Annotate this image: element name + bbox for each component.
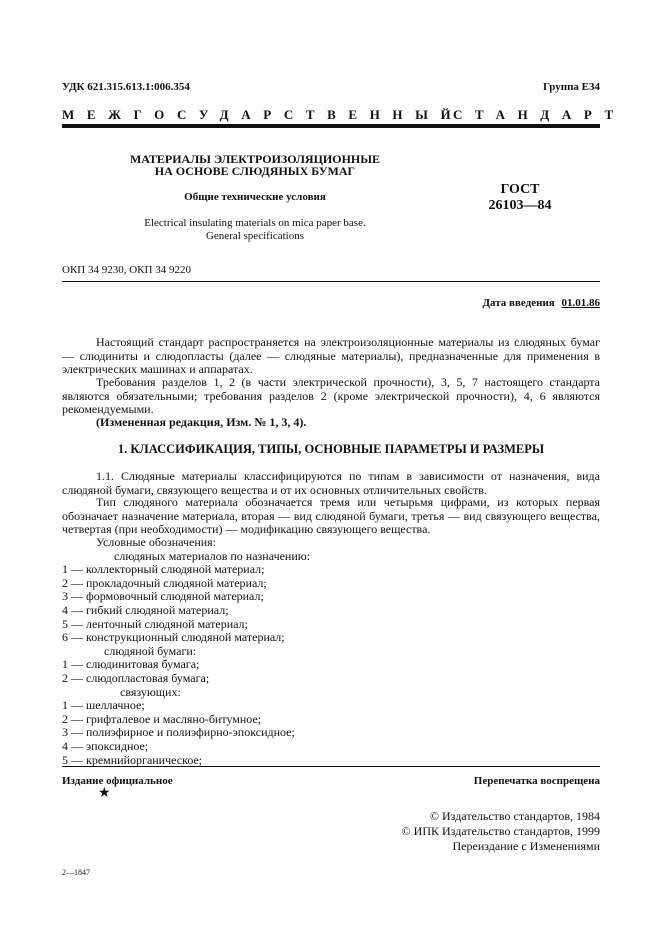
paragraph-1-1: 1.1. Слюдяные материалы классифицируются по типам в зависимости от назначения, вида слюдяной бумаги, связующего вещества и от их основных отличительных свойств. <box>62 469 600 497</box>
star-icon: ★ <box>98 786 111 801</box>
intro-date <box>482 296 600 310</box>
list-item: 1 — коллекторный слюдяной материал; <box>62 562 265 577</box>
english-title-line2: General specifications <box>205 230 305 242</box>
footer-rule <box>62 766 600 767</box>
list-item: 1 — шеллачное; <box>62 698 145 713</box>
paragraph-type-designation: Тип слюдяного материала обозначается тремя или четырьмя цифрами, из которых первая обозначает назначение материала, вторая — вид слюдяной бумаги, третья — вид связующего вещества, четвертая (при необходимости) — модификацию связующего вещества. <box>62 495 600 537</box>
list-item: 2 — слюдопластовая бумага; <box>62 670 210 685</box>
okp-rule <box>62 281 600 282</box>
list-item: 1 — слюдинитовая бумага; <box>62 657 200 672</box>
group-paper-heading: слюдяной бумаги: <box>104 643 197 658</box>
group-purpose-heading: слюдяных материалов по назначению: <box>114 548 311 563</box>
doc-title-line1: МАТЕРИАЛЫ ЭЛЕКТРОИЗОЛЯЦИОННЫЕ <box>129 152 381 166</box>
doc-subtitle: Общие технические условия <box>184 191 326 203</box>
english-title-line1: Electrical insulating materials on mica paper base. <box>144 217 366 229</box>
paragraph-scope: Настоящий стандарт распространяется на электроизоляционные материалы из слюдяных бумаг — слюдиниты и слюдопласты (далее — слюдяные материалы), предназначенные для применения в электрических машинах и аппаратах. <box>62 335 600 377</box>
list-item: 3 — полиэфирное и полиэфирно-эпоксидное; <box>62 725 295 740</box>
list-item: 5 — ленточный слюдяной материал; <box>62 616 248 631</box>
udk-code: УДК 621.315.613.1:006.354 <box>62 81 190 93</box>
banner-rule <box>62 124 600 128</box>
section-1-heading: 1. КЛАССИФИКАЦИЯ, ТИПЫ, ОСНОВНЫЕ ПАРАМЕТРЫ И РАЗМЕРЫ <box>117 442 545 456</box>
paragraph-requirements: Требования разделов 1, 2 (в части электрической прочности), 3, 5, 7 настоящего стандарта являются обязательными; требования разделов 2 (кроме электрической прочности), 4, 6 являются рекомендуемыми. <box>62 375 600 417</box>
list-item: 3 — формовочный слюдяной материал; <box>62 589 264 604</box>
list-item: 2 — грифталевое и масляно-битумное; <box>62 711 262 726</box>
list-item: 2 — прокладочный слюдяной материал; <box>62 575 267 590</box>
doc-title-line2: НА ОСНОВЕ СЛЮДЯНЫХ БУМАГ <box>154 164 356 178</box>
group-code: Группа Е34 <box>542 81 600 93</box>
copyright-1999: © ИПК Издательство стандартов, 1999 <box>401 824 600 838</box>
official-edition: Издание официальное <box>62 775 173 787</box>
legend-title: Условные обозначения: <box>96 535 217 549</box>
group-binder-heading: связующих: <box>120 684 181 699</box>
okp-codes: ОКП 34 9230, ОКП 34 9220 <box>62 264 191 276</box>
designation-list <box>62 536 310 767</box>
banner-interstate: МЕЖГОСУДАРСТВЕННЫЙ <box>62 107 464 122</box>
intro-date-value: 01.01.86 <box>561 297 600 309</box>
banner-standard: СТАНДАРТ <box>453 107 626 122</box>
reprint-prohibited: Перепечатка воспрещена <box>473 775 600 787</box>
reissue-note: Переиздание с Изменениями <box>452 839 600 853</box>
intro-date-label: Дата введения <box>482 297 555 309</box>
revision-note: (Измененная редакция, Изм. № 1, 3, 4). <box>96 415 307 429</box>
list-item: 4 — гибкий слюдяной материал; <box>62 602 229 617</box>
list-item: 5 — кремнийорганическое; <box>62 752 203 767</box>
gost-label: ГОСТ <box>500 182 540 197</box>
gost-number: 26103—84 <box>488 198 552 213</box>
copyright-block <box>402 809 600 854</box>
print-code: 2—1847 <box>62 868 90 877</box>
list-item: 4 — эпоксидное; <box>62 738 149 753</box>
copyright-1984: © Издательство стандартов, 1984 <box>429 809 600 823</box>
list-item: 6 — конструкционный слюдяной материал; <box>62 630 285 645</box>
